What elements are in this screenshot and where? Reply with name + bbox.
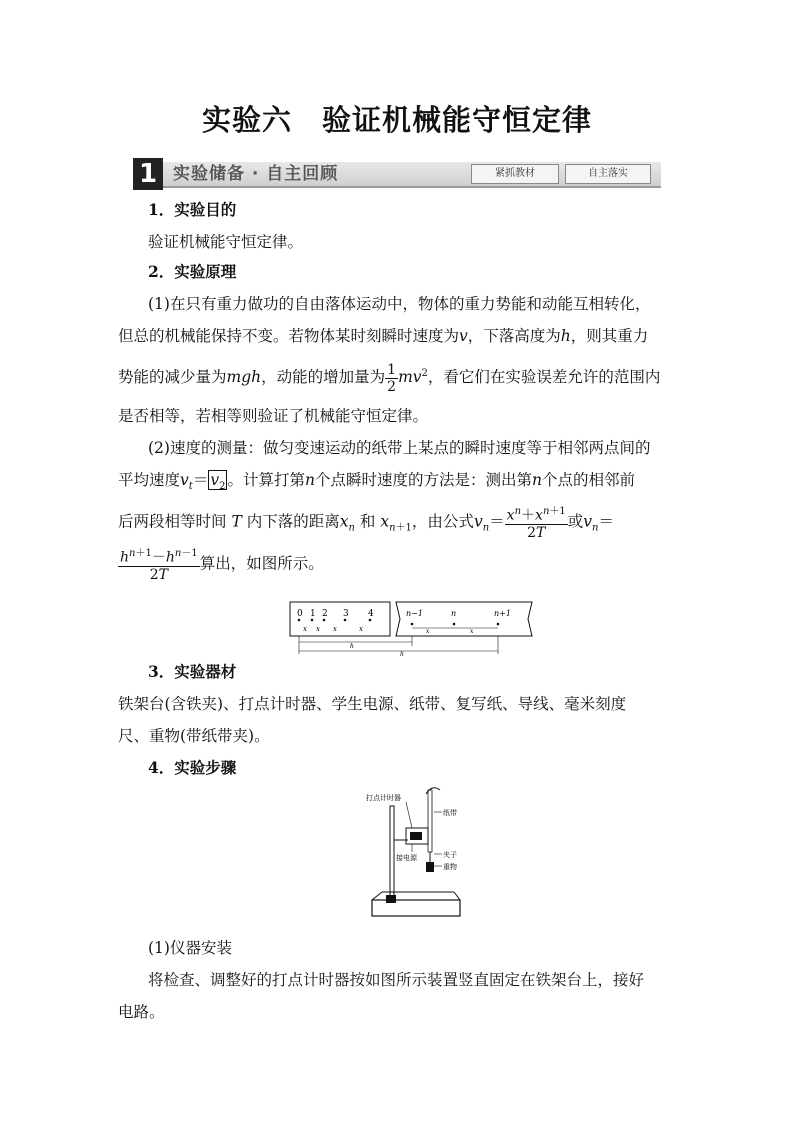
label-timer: 打点计时器 xyxy=(366,794,401,802)
step-install-line2: 电路。 xyxy=(118,1003,165,1021)
svg-text:x: x xyxy=(470,628,474,635)
principle-p1-line2: 但总的机械能保持不变。若物体某时刻瞬时速度为v，下落高度为h，则其重力 xyxy=(118,327,649,345)
principle-p2-line3: 后两段相等时间 T 内下落的距离$x_n$ 和 $x_{n+1}$，由公式$v_n=$ $\frac{x^n+x^{n+1}}{2T}$ 或$v_n=$ xyxy=(118,506,615,541)
svg-text:x: x xyxy=(359,625,363,633)
svg-text:n−1: n−1 xyxy=(406,609,423,618)
heading-equipment: 3．实验器材 xyxy=(148,662,237,681)
label-tape: 纸带 xyxy=(443,809,457,817)
self-study-button[interactable]: 自主落实 xyxy=(565,164,651,184)
equipment-line2: 尺、重物(带纸带夹)。 xyxy=(118,727,270,745)
tape-diagram xyxy=(288,600,534,656)
apparatus-diagram xyxy=(366,782,468,922)
section-banner xyxy=(133,158,661,188)
svg-text:n+1: n+1 xyxy=(494,609,511,618)
banner-number: 1 xyxy=(133,158,163,190)
svg-text:4: 4 xyxy=(368,609,374,619)
purpose-text: 验证机械能守恒定律。 xyxy=(148,233,304,251)
grasp-textbook-button[interactable]: 紧抓教材 xyxy=(471,164,559,184)
svg-text:3: 3 xyxy=(343,609,349,619)
heading-purpose: 1．实验目的 xyxy=(148,200,237,219)
principle-p1-line3: 势能的减少量为mgh，动能的增加量为 $\frac{1}{2}$ $mv^2$，看它们在实验误差允许的范围内 xyxy=(118,361,661,395)
label-power: 接电源 xyxy=(396,854,417,862)
step-install-heading: (1)仪器安装 xyxy=(148,939,232,957)
svg-text:n: n xyxy=(451,609,457,618)
svg-text:2: 2 xyxy=(322,609,328,619)
label-clip: 夹子 xyxy=(443,851,457,859)
equipment-line1: 铁架台(含铁夹)、打点计时器、学生电源、纸带、复写纸、导线、毫米刻度 xyxy=(118,695,627,713)
svg-text:0: 0 xyxy=(297,609,303,619)
heading-steps: 4．实验步骤 xyxy=(148,758,237,777)
banner-title: 实验储备 · 自主回顾 xyxy=(173,164,339,184)
principle-p2-line4: $\frac{h^{n+1}-h^{n-1}}{2T}$ 算出，如图所示。 xyxy=(120,548,324,583)
principle-p1-line1: (1)在只有重力做功的自由落体运动中，物体的重力势能和动能互相转化， xyxy=(148,295,651,313)
svg-text:x: x xyxy=(426,628,430,635)
principle-p1-line4: 是否相等，若相等则验证了机械能守恒定律。 xyxy=(118,407,429,425)
principle-p2-line2: 平均速度$v_t= v_2$ 。计算打第n个点瞬时速度的方法是：测出第n个点的相邻前 xyxy=(118,471,635,493)
label-weight: 重物 xyxy=(443,863,457,871)
step-install-line1: 将检查、调整好的打点计时器按如图所示装置竖直固定在铁架台上，接好 xyxy=(148,971,645,989)
svg-text:h: h xyxy=(350,643,354,650)
svg-text:x: x xyxy=(333,625,337,633)
svg-text:x: x xyxy=(303,625,307,633)
svg-text:1: 1 xyxy=(310,609,316,619)
svg-text:x: x xyxy=(316,625,320,633)
heading-principle: 2．实验原理 xyxy=(148,262,237,281)
svg-text:h: h xyxy=(400,651,404,656)
page-title: 实验六 验证机械能守恒定律 xyxy=(201,103,592,137)
principle-p2-line1: (2)速度的测量：做匀变速运动的纸带上某点的瞬时速度等于相邻两点间的 xyxy=(148,439,651,457)
